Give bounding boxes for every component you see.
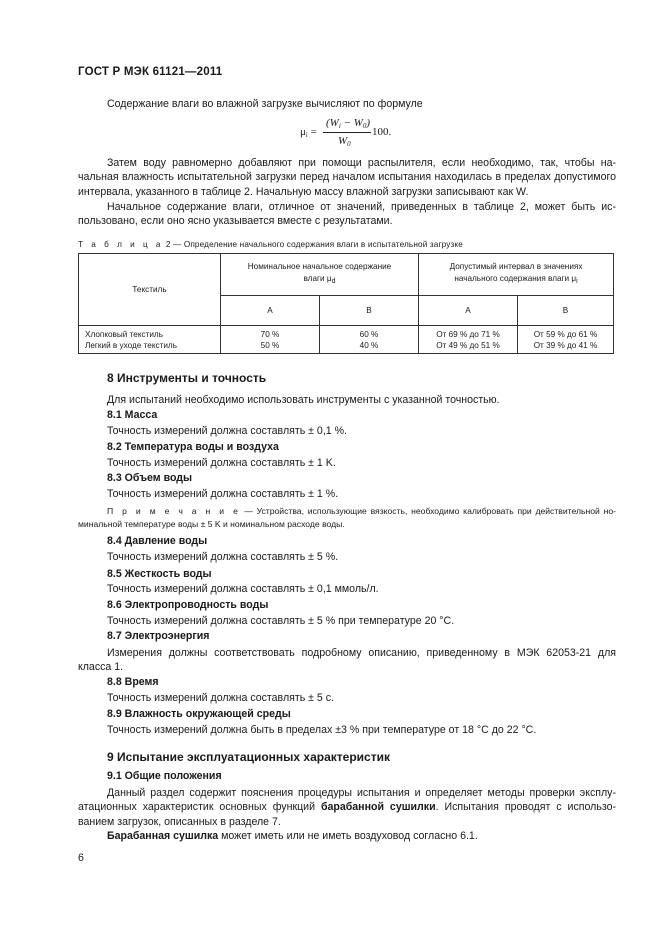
subsection-8-6: 8.6 Электропроводность воды [107,599,269,611]
table-subheader-b: B [320,296,419,326]
section-9-paragraph: Данный раздел содержит пояснения процедуры испытания и определяет методы проверки эксплуатационных характеристик основных функций барабанной сушилки. Испытания проводят с использованием загрузок, описанных в разделе 7. [78,787,616,828]
subsection-8-5-text: Точность измерений должна составлять ± 0,1 ммоль/л. [107,583,379,595]
subsection-8-7-text: Измерения должны соответствовать подробному описанию, приведенному в МЭК 62053-21 для класса 1. [78,647,616,674]
subsection-9-1: 9.1 Общие положения [107,770,222,782]
table-row [79,326,614,354]
section-9-heading: 9 Испытание эксплуатационных характеристик [107,750,390,764]
subsection-8-9: 8.9 Влажность окружающей среды [107,708,291,720]
moisture-formula [300,116,410,152]
table2-caption: Т а б л и ц а 2 — Определение начального содержания влаги в испытательной загрузке [78,240,463,249]
page-number: 6 [78,852,84,864]
moisture-table [78,253,614,354]
table-subheader-a: A [419,296,518,326]
subsection-8-4-text: Точность измерений должна составлять ± 5 %. [107,551,339,563]
formula-multiplier: 100. [372,126,392,138]
subsection-8-9-text: Точность измерений должна быть в пределах ±3 % при температуре от 18 °C до 22 °C. [107,724,537,736]
document-header: ГОСТ Р МЭК 61121—2011 [78,66,223,78]
subsection-8-6-text: Точность измерений должна составлять ± 5 % при температуре 20 °C. [107,615,455,627]
subsection-8-2-text: Точность измерений должна составлять ± 1 K. [107,457,336,469]
subsection-8-5: 8.5 Жесткость воды [107,568,212,580]
formula-denominator: $W_0$ [338,135,351,148]
subsection-8-4: 8.4 Давление воды [107,535,208,547]
subsection-8-1-text: Точность измерений должна составлять ± 0,1 %. [107,425,347,437]
formula-numerator: $(W_i - W_0)$ [326,117,371,130]
moisture-formula-intro: Содержание влаги во влажной загрузке вычисляют по формуле [107,98,423,110]
paragraph-water-addition: Затем воду равномерно добавляют при помощи распылителя, если необходимо, так, чтобы начальная влажность испытательной загрузки перед началом испытания находилась в пределах допустимого интервала, указанного в таблице 2. Начальную массу влажной загрузки записывают как W. [78,157,616,198]
table-subheader-b: B [518,296,614,326]
subsection-8-7: 8.7 Электроэнергия [107,630,210,642]
section-9-dryer-note: Барабанная сушилка может иметь или не иметь воздуховод согласно 6.1. [107,830,478,842]
paragraph-initial-moisture: Начальное содержание влаги, отличное от значений, приведенных в таблице 2, может быть использовано, если оно ясно указывается вместе с результатами. [78,201,616,228]
section-8-heading: 8 Инструменты и точность [107,371,267,385]
table-header-range: Допустимый интервал в значениях начального содержания влаги $\mu_i$ [419,254,614,296]
subsection-8-8-text: Точность измерений должна составлять ± 5 с. [107,692,335,704]
subsection-8-3-text: Точность измерений должна составлять ± 1 %. [107,488,339,500]
subsection-8-1: 8.1 Масса [107,409,158,421]
table-subheader-a: A [221,296,320,326]
note-viscosity: П р и м е ч а н и е — Устройства, использующие вязкость, необходимо калибровать при действительной номинальной температуре воды ± 5 K и номинальном расходе воды. [78,506,616,529]
section-8-intro: Для испытаний необходимо использовать инструменты с указанной точностью. [107,394,500,406]
table-cell-nominal-a: 70 % 50 % [221,326,320,354]
table-cell-range-a: От 69 % до 71 % От 49 % до 51 % [419,326,518,354]
formula-lhs: $\mu_i$ = [300,126,317,139]
subsection-8-8: 8.8 Время [107,676,159,688]
table-cell-nominal-b: 60 % 40 % [320,326,419,354]
table-header-nominal: Номинальное начальное содержание влаги $\mu_d$ [221,254,419,296]
subsection-8-3: 8.3 Объем воды [107,472,193,484]
table-cell-range-b: От 59 % до 61 % От 39 % до 41 % [518,326,614,354]
table-header-textile: Текстиль [79,254,221,326]
subsection-8-2: 8.2 Температура воды и воздуха [107,441,279,453]
table-cell-textile: Хлопковый текстиль Легкий в уходе текстиль [79,326,221,354]
formula-fraction-bar [323,132,371,133]
